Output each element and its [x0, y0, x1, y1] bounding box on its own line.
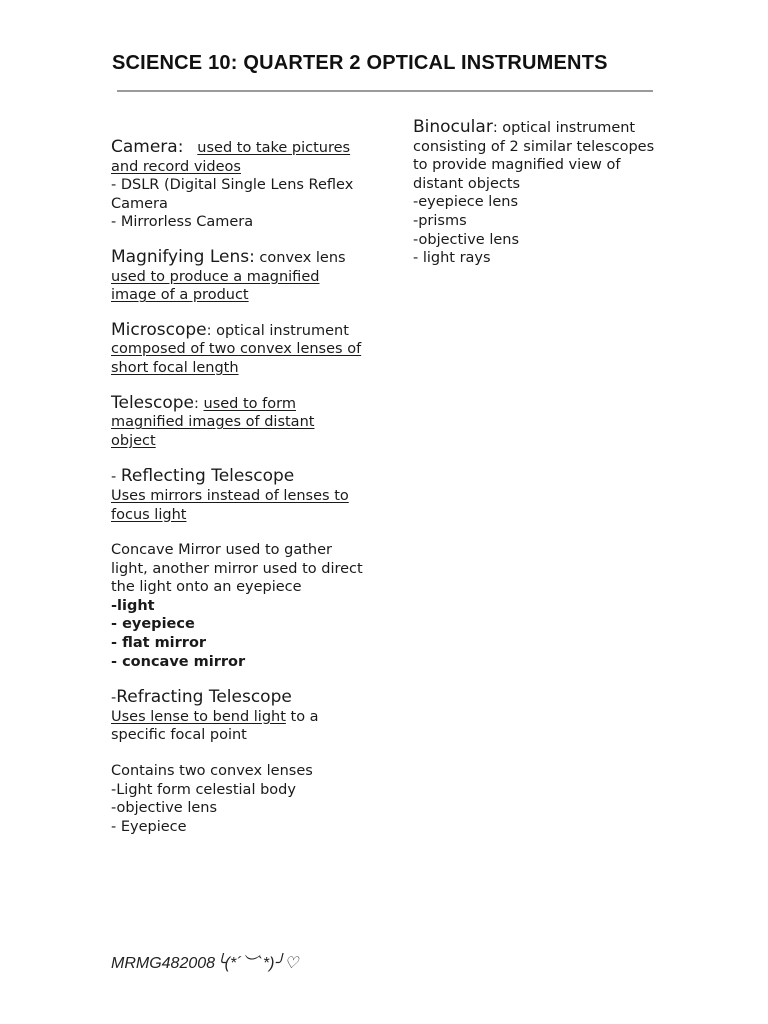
refracting-telescope-definition-tail: to a specific focal point: [111, 708, 319, 744]
refracting-telescope-heading: Refracting Telescope: [116, 687, 292, 708]
camera-term: Camera:: [111, 137, 184, 157]
telescope-definition: used to form magnified images of distant object: [111, 395, 315, 449]
binocular-part: -objective lens: [413, 231, 520, 248]
right-column: [413, 118, 663, 268]
magnifying-lens-text: convex lens: [254, 249, 346, 266]
reflecting-telescope-section: [111, 467, 363, 671]
telescope-term: Telescope: [111, 392, 194, 413]
refracting-telescope-section: [111, 688, 363, 836]
reflecting-part: -light: [111, 597, 155, 614]
binocular-definition: : optical instrument consisting of 2 similar telescopes to provide magnified view of distant objects: [413, 120, 655, 192]
reflecting-part: - eyepiece: [111, 616, 195, 633]
telescope-section: [111, 394, 363, 451]
magnifying-lens-definition: used to produce a magnified image of a product: [111, 268, 320, 304]
binocular-part: -prisms: [413, 212, 467, 229]
refracting-part: -Light form celestial body: [111, 781, 296, 798]
author-footer: MRMG482008╰(*´︶`*)╯♡: [111, 955, 299, 972]
microscope-term: Microscope: [111, 319, 207, 340]
refracting-telescope-definition: Uses lense to bend light: [111, 708, 286, 725]
reflecting-telescope-heading: Reflecting Telescope: [120, 466, 295, 487]
camera-definition: used to take pictures and record videos: [111, 140, 351, 175]
magnifying-lens-term: Magnifying Lens:: [111, 246, 255, 267]
refracting-part: - Eyepiece: [111, 818, 187, 835]
telescope-colon: :: [194, 395, 204, 412]
refracting-telescope-description: Contains two convex lenses: [111, 763, 313, 780]
title-divider: [117, 90, 653, 92]
reflecting-part: - flat mirror: [111, 635, 207, 652]
reflecting-dash: -: [111, 469, 121, 486]
microscope-section: [111, 321, 363, 378]
refracting-part: -objective lens: [111, 800, 218, 817]
camera-section: [111, 138, 363, 232]
magnifying-lens-section: [111, 248, 363, 305]
binocular-section: [413, 118, 663, 268]
binocular-part: -eyepiece lens: [413, 194, 519, 211]
left-column: [111, 138, 363, 836]
page-title: SCIENCE 10: QUARTER 2 OPTICAL INSTRUMENTS: [112, 52, 608, 74]
microscope-definition: composed of two convex lenses of short focal length: [111, 341, 362, 376]
reflecting-part: - concave mirror: [111, 653, 246, 670]
refracting-dash: -: [111, 690, 117, 707]
reflecting-telescope-description: Concave Mirror used to gather light, another mirror used to direct the light onto an eyepiece: [111, 542, 363, 596]
binocular-part: - light rays: [413, 250, 491, 267]
microscope-text: : optical instrument: [206, 322, 349, 339]
binocular-term: Binocular: [413, 117, 493, 137]
camera-item: - Mirrorless Camera: [111, 214, 254, 231]
camera-item: - DSLR (Digital Single Lens Reflex Camera: [111, 177, 354, 212]
reflecting-telescope-definition: Uses mirrors instead of lenses to focus light: [111, 487, 349, 523]
